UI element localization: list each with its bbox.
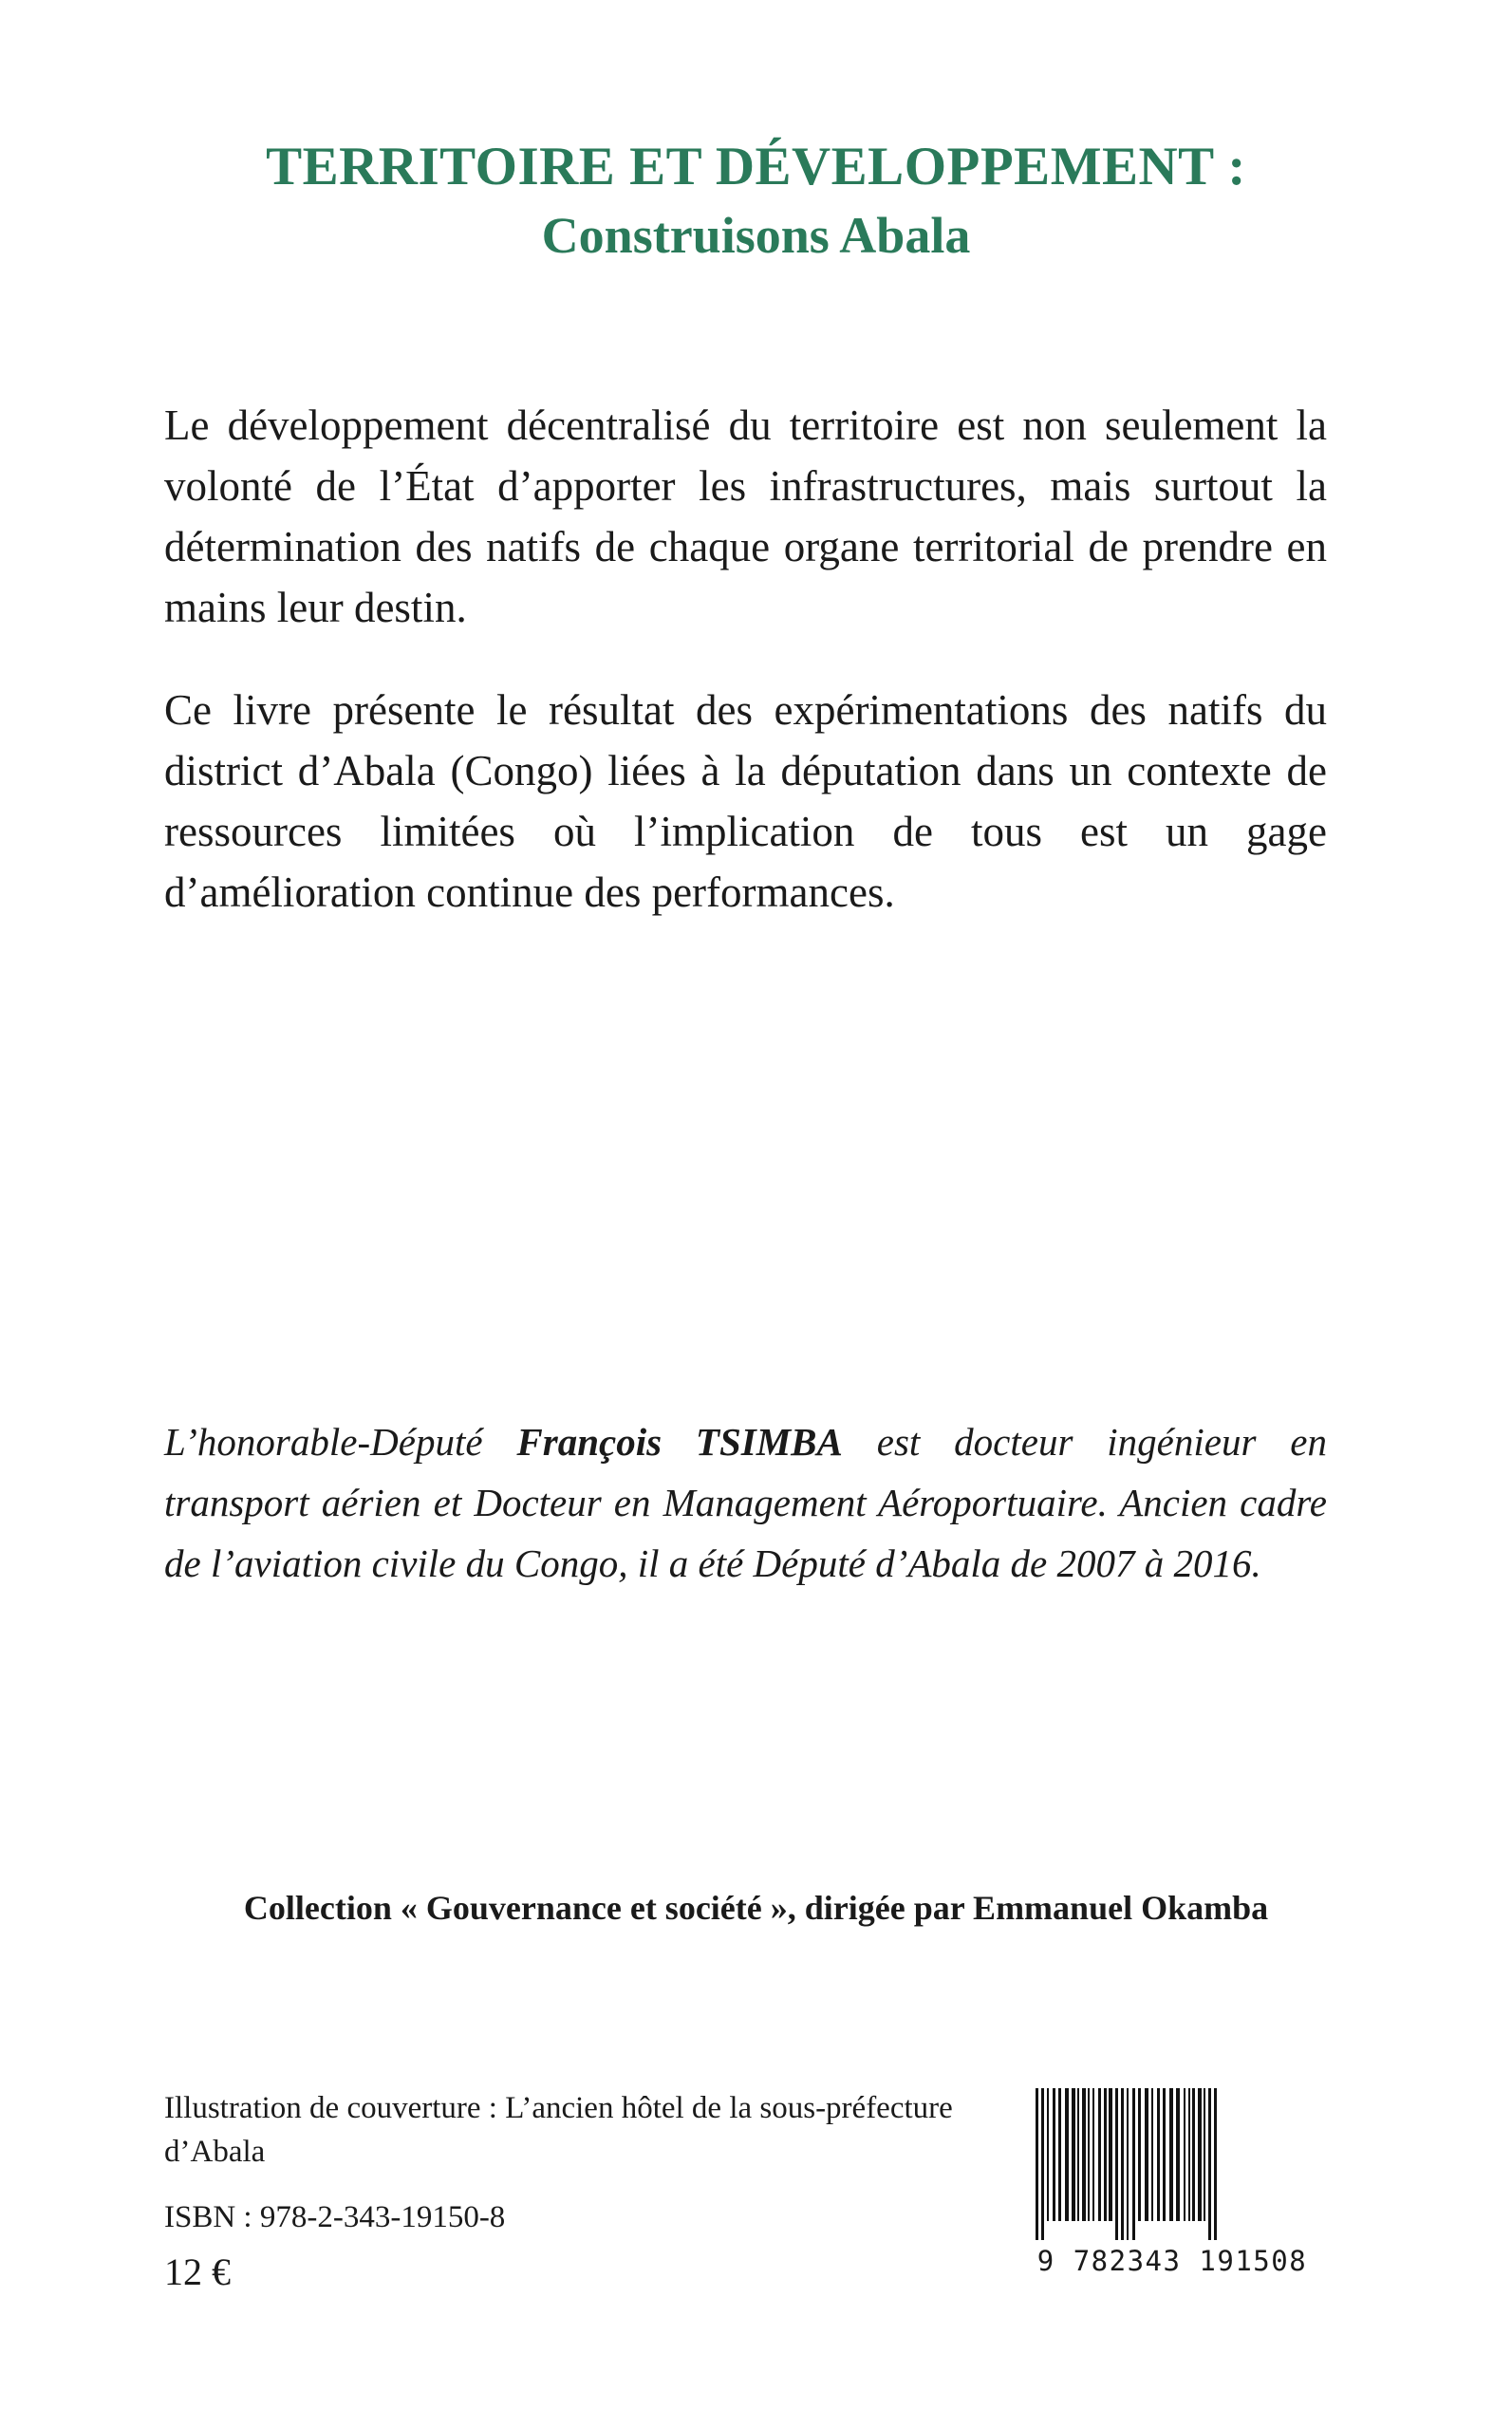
barcode-bar [1053,2088,1055,2221]
barcode-bar [1104,2088,1107,2221]
barcode-bar [1163,2088,1166,2221]
barcode-bar [1082,2088,1086,2221]
barcode-bar [1198,2088,1202,2221]
barcode-digits: 9 782343 191508 [1036,2245,1308,2277]
book-title: TERRITOIRE ET DÉVELOPPEMENT : [266,137,1246,196]
collection-line: Collection « Gouvernance et société », dirigée par Emmanuel Okamba [243,1889,1269,1927]
barcode-bar [1036,2088,1038,2240]
barcode-bar [1169,2088,1173,2221]
barcode-bar [1204,2088,1205,2221]
barcode-bar [1072,2088,1075,2221]
cover-illustration-credit: Illustration de couverture : L’ancien hôtel de la sous-préfecture d’Abala [164,2091,953,2169]
barcode-bar [1121,2088,1124,2240]
barcode-bar [1127,2088,1129,2240]
barcode-bar [1058,2088,1061,2221]
barcode-bar [1192,2088,1195,2221]
bio-text: est docteur ingénieur en transport aérien et Docteur en Management Aéroportuaire. Ancien cadre de l’aviation civile du Congo, il a été Député d’Abala de 2007 à 2016. [164,1420,1327,1585]
barcode-bar [1109,2088,1112,2221]
barcode-bar [1151,2088,1153,2221]
price: 12 € [164,2250,231,2293]
title-block [0,133,1512,270]
book-subtitle: Construisons Abala [541,207,971,264]
summary-paragraph-2: Ce livre présente le résultat des expérimentations des natifs du district d’Abala (Congo) liées à la députation dans un contexte de ressources limitées où l’implication de tous est un gage d’amélioration continue des performances. [164,686,1327,916]
barcode-bar [1188,2088,1190,2221]
barcode-bar [1065,2088,1069,2221]
barcode-bar [1047,2088,1049,2221]
bio-prefix: L’honorable-Député [164,1420,517,1464]
barcode-bar [1132,2088,1135,2240]
barcode-bar [1176,2088,1180,2221]
barcode-bar [1184,2088,1185,2221]
barcode-bar [1041,2088,1044,2240]
summary-paragraph-1: Le développement décentralisé du territoire est non seulement la volonté de l’État d’apporter les infrastructures, mais surtout la détermination des natifs de chaque organe territorial de prendre en mains leur destin. [164,402,1327,631]
barcode-bar [1157,2088,1160,2221]
barcode-bar [1115,2088,1118,2240]
barcode-bar [1077,2088,1079,2221]
barcode-bar [1208,2088,1211,2240]
barcode-bar [1138,2088,1141,2221]
barcode-bar [1214,2088,1217,2240]
barcode-bar [1098,2088,1101,2221]
barcode-bar [1092,2088,1094,2221]
barcode-bars [1030,2088,1315,2240]
isbn: ISBN : 978-2-343-19150-8 [164,2200,506,2234]
barcode-bar [1145,2088,1148,2221]
author-name: François TSIMBA [516,1420,843,1464]
author-bio [164,1411,1327,1594]
barcode-bar [1088,2088,1090,2221]
